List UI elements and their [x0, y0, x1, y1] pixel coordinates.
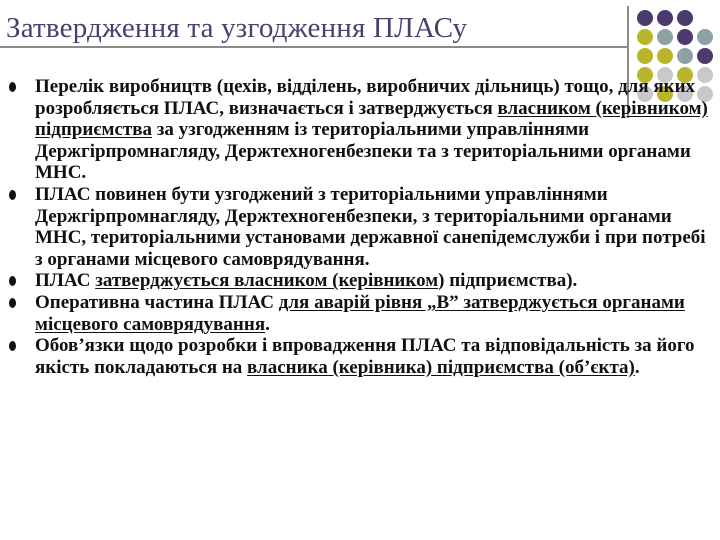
bullet-dot-icon	[9, 82, 16, 92]
bullet-text: ПЛАС	[35, 270, 96, 292]
decorative-dot	[637, 48, 653, 64]
bullet-text: ПЛАС повинен бути узгоджений з територіальними управліннями Держгірпромнагляду, Держтехногенбезпеки, з територіальними органами МНС, територіальними установами державної санепідемслужби і при потребі з органами місцевого самоврядування.	[35, 183, 706, 270]
bullet-text: .	[265, 313, 270, 335]
decorative-dot	[677, 10, 693, 26]
decorative-dot	[657, 10, 673, 26]
bullet-text: .	[634, 356, 640, 378]
bullet-text: Перелік виробництв (цехів, відділень, виробничих дільниць) тощо, для яких розробляється ПЛАС, визначається і затверджується	[35, 76, 696, 119]
bullet-dot-icon	[9, 298, 16, 308]
decorative-dot	[697, 48, 713, 64]
bullet-item	[8, 335, 708, 378]
underlined-text: для аварій рівня „В” затверджується органами місцевого самоврядування	[35, 291, 685, 335]
bullet-dot-icon	[9, 341, 16, 351]
decorative-dot	[637, 10, 653, 26]
bullet-item	[8, 270, 708, 292]
decorative-dot	[657, 29, 673, 45]
bullet-dot-icon	[9, 276, 16, 286]
decorative-dot	[697, 29, 713, 45]
decorative-dot	[657, 48, 673, 64]
bullet-text: Оперативна частина ПЛАС	[35, 291, 279, 313]
bullet-list	[8, 76, 708, 378]
bullet-item	[8, 76, 708, 184]
underlined-text: власника (керівника) підприємства (об’єкта)	[247, 356, 635, 378]
decorative-dot	[677, 29, 693, 45]
bullet-text: ) підприємства).	[438, 270, 578, 292]
title-divider-line	[0, 46, 627, 48]
bullet-text: за узгодженням із територіальними управліннями Держгірпромнагляду, Держтехногенбезпеки та з територіальними органами МНС.	[35, 119, 691, 184]
bullet-text: Обов’язки щодо розробки і впровадження ПЛАС та відповідальність за його якість покладаються на	[35, 335, 695, 378]
bullet-item	[8, 184, 708, 270]
decorative-dot	[677, 48, 693, 64]
decorative-dot	[697, 10, 713, 26]
underlined-text: затверджується власником (керівником	[95, 270, 439, 292]
bullet-item	[8, 292, 708, 335]
slide-title: Затвердження та узгодження ПЛАСу	[6, 12, 468, 44]
decorative-dot	[637, 29, 653, 45]
underlined-text: власником (керівником) підприємства	[35, 97, 708, 141]
bullet-dot-icon	[9, 190, 16, 200]
